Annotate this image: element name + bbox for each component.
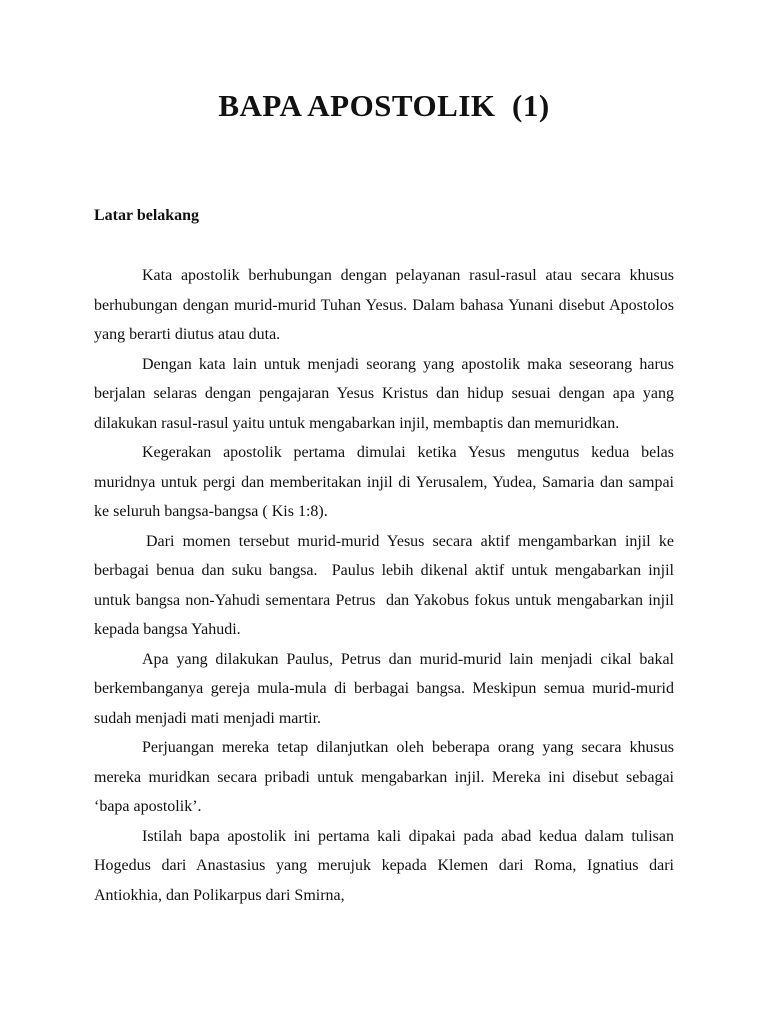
paragraph-1: Kata apostolik berhubungan dengan pelayanan rasul-rasul atau secara khusus berhubungan dengan murid-murid Tuhan Yesus. Dalam bahasa Yunani disebut Apostolos yang berarti diutus atau duta. bbox=[94, 267, 678, 343]
paragraph-4: Dari momen tersebut murid-murid Yesus secara aktif mengambarkan injil ke berbagai benua dan suku bangsa. Paulus lebih dikenal aktif untuk mengabarkan injil untuk bangsa non-Yahudi sementara Petrus dan Yakobus fokus untuk mengabarkan injil kepada bangsa Yahudi. bbox=[94, 532, 678, 638]
paragraph-3: Kegerakan apostolik pertama dimulai ketika Yesus mengutus kedua belas muridnya untuk pergi dan memberitakan injil di Yerusalem, Yudea, Samaria dan sampai ke seluruh bangsa-bangsa ( Kis 1:8). bbox=[94, 444, 678, 520]
section-heading: Latar belakang bbox=[94, 207, 200, 224]
paragraph-6: Perjuangan mereka tetap dilanjutkan oleh beberapa orang yang secara khusus mereka muridkan secara pribadi untuk mengabarkan injil. Mereka ini disebut sebagai ‘bapa apostolik’. bbox=[94, 739, 682, 815]
paragraph-5: Apa yang dilakukan Paulus, Petrus dan murid-murid lain menjadi cikal bakal berkembanganya gereja mula-mula di berbagai bangsa. Meskipun semua murid-murid sudah menjadi mati menjadi martir. bbox=[94, 650, 678, 727]
paragraph-2: Dengan kata lain untuk menjadi seorang yang apostolik maka seseorang harus berjalan selaras dengan pengajaran Yesus Kristus dan hidup sesuai dengan apa yang dilakukan rasul-rasul yaitu untuk mengabarkan injil, membaptis dan memuridkan. bbox=[94, 355, 678, 432]
body-text bbox=[94, 261, 682, 910]
paragraph-7: Istilah bapa apostolik ini pertama kali dipakai pada abad kedua dalam tulisan Hogedus dari Anastasius yang merujuk kepada Klemen dari Roma, Ignatius dari Antiokhia, dan Polikarpus dari Smirna, bbox=[94, 827, 678, 904]
document-title: BAPA APOSTOLIK (1) bbox=[218, 88, 550, 123]
